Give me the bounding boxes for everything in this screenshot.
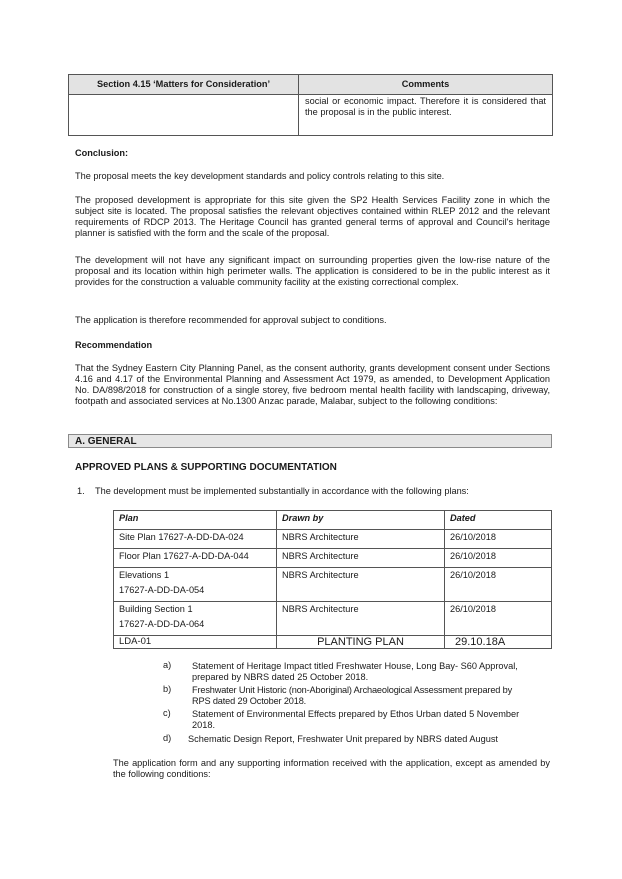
plans-header-plan: Plan [114,511,277,530]
table-row [114,549,552,568]
table-row [114,530,552,549]
table-row [114,602,552,636]
table-row [114,568,552,602]
plan-cell-line-2: 17627-A-DD-DA-054 [119,585,205,595]
document-item: Statement of Environmental Effects prepared by Ethos Urban dated 5 November 2018. [192,709,520,730]
dated-cell: 26/10/2018 [445,568,552,602]
drawn-by-cell: NBRS Architecture [277,549,445,568]
approved-plans-heading: APPROVED PLANS & SUPPORTING DOCUMENTATION [75,462,337,473]
dated-cell: 26/10/2018 [445,602,552,636]
plans-table-header [114,511,552,530]
plan-cell: Floor Plan 17627-A-DD-DA-044 [114,549,277,568]
conclusion-paragraph-1: The proposal meets the key development standards and policy controls relating to this site. [75,171,445,181]
matters-table-header [69,75,553,95]
document-item: Freshwater Unit Historic (non-Aboriginal) Archaeological Assessment prepared by RPS dated 29 October 2018. [192,685,513,706]
condition-1-number: 1. [77,486,85,496]
matters-comment: social or economic impact. Therefore it is considered that the proposal is in the public interest. [299,95,553,136]
plan-cell-line-2: 17627-A-DD-DA-064 [119,619,205,629]
document-letter: a) [163,660,172,670]
matters-table-row [69,95,553,136]
plan-cell-line-1: Building Section 1 [119,604,193,614]
document-item: Statement of Heritage Impact titled Freshwater House, Long Bay- S60 Approval, prepared by NBRS dated 25 October 2018. [192,661,518,682]
matters-col2-header: Comments [299,75,553,95]
conclusion-paragraph-2: The proposed development is appropriate for this site given the SP2 Health Services Facility zone in which the subject site is located. The proposal satisfies the relevant objectives contained within RLEP 2012 and the relevant requirements of RDCP 2013. The Heritage Council has granted general terms of approval and Council's heritage planner is satisfied with the form and the scale of the proposal. [75,195,550,238]
drawn-by-cell: PLANTING PLAN [277,636,445,649]
recommendation-heading: Recommendation [75,340,153,350]
condition-1-text: The development must be implemented substantially in accordance with the following plans: [95,486,469,496]
document-letter: b) [163,684,172,694]
conclusion-paragraph-3: The development will not have any significant impact on surrounding properties given the low-rise nature of the proposal and its location within high perimeter walls. The application is considered to be in the public interest as it provides for the construction a valuable community facility at the existing correctional complex. [75,255,550,287]
closing-text: The application form and any supporting information received with the application, except as amended by the following conditions: [113,758,550,779]
drawn-by-cell: NBRS Architecture [277,602,445,636]
matters-col1-header: Section 4.15 ‘Matters for Consideration’ [69,75,299,95]
plans-table [113,510,552,649]
recommendation-text: That the Sydney Eastern City Planning Panel, as the consent authority, grants development consent under Sections 4.16 and 4.17 of the Environmental Planning and Assessment Act 1979, as amended, to Development Application No. DA/898/2018 for construction of a single storey, five bedroom mental health facility with landscaping, driveway, footpath and associated services at No.1300 Anzac parade, Malabar, subject to the following conditions: [75,363,550,406]
section-a-general: A. GENERAL [68,434,552,448]
table-row [114,636,552,649]
drawn-by-cell: NBRS Architecture [277,568,445,602]
plans-header-dated: Dated [445,511,552,530]
plan-cell [114,568,277,602]
conclusion-paragraph-4: The application is therefore recommended for approval subject to conditions. [75,315,387,325]
plan-cell: Site Plan 17627-A-DD-DA-024 [114,530,277,549]
plans-header-drawn-by: Drawn by [277,511,445,530]
document-letter: d) [163,733,172,743]
matters-table [68,74,553,136]
dated-cell: 29.10.18A [445,636,552,649]
document-letter: c) [163,708,171,718]
plan-cell [114,602,277,636]
matters-cell-empty [69,95,299,136]
dated-cell: 26/10/2018 [445,549,552,568]
plan-cell: LDA-01 [114,636,277,649]
plan-cell-line-1: Elevations 1 [119,570,170,580]
conclusion-heading: Conclusion: [75,148,129,158]
document-item: Schematic Design Report, Freshwater Unit prepared by NBRS dated August [188,734,498,744]
dated-cell: 26/10/2018 [445,530,552,549]
drawn-by-cell: NBRS Architecture [277,530,445,549]
